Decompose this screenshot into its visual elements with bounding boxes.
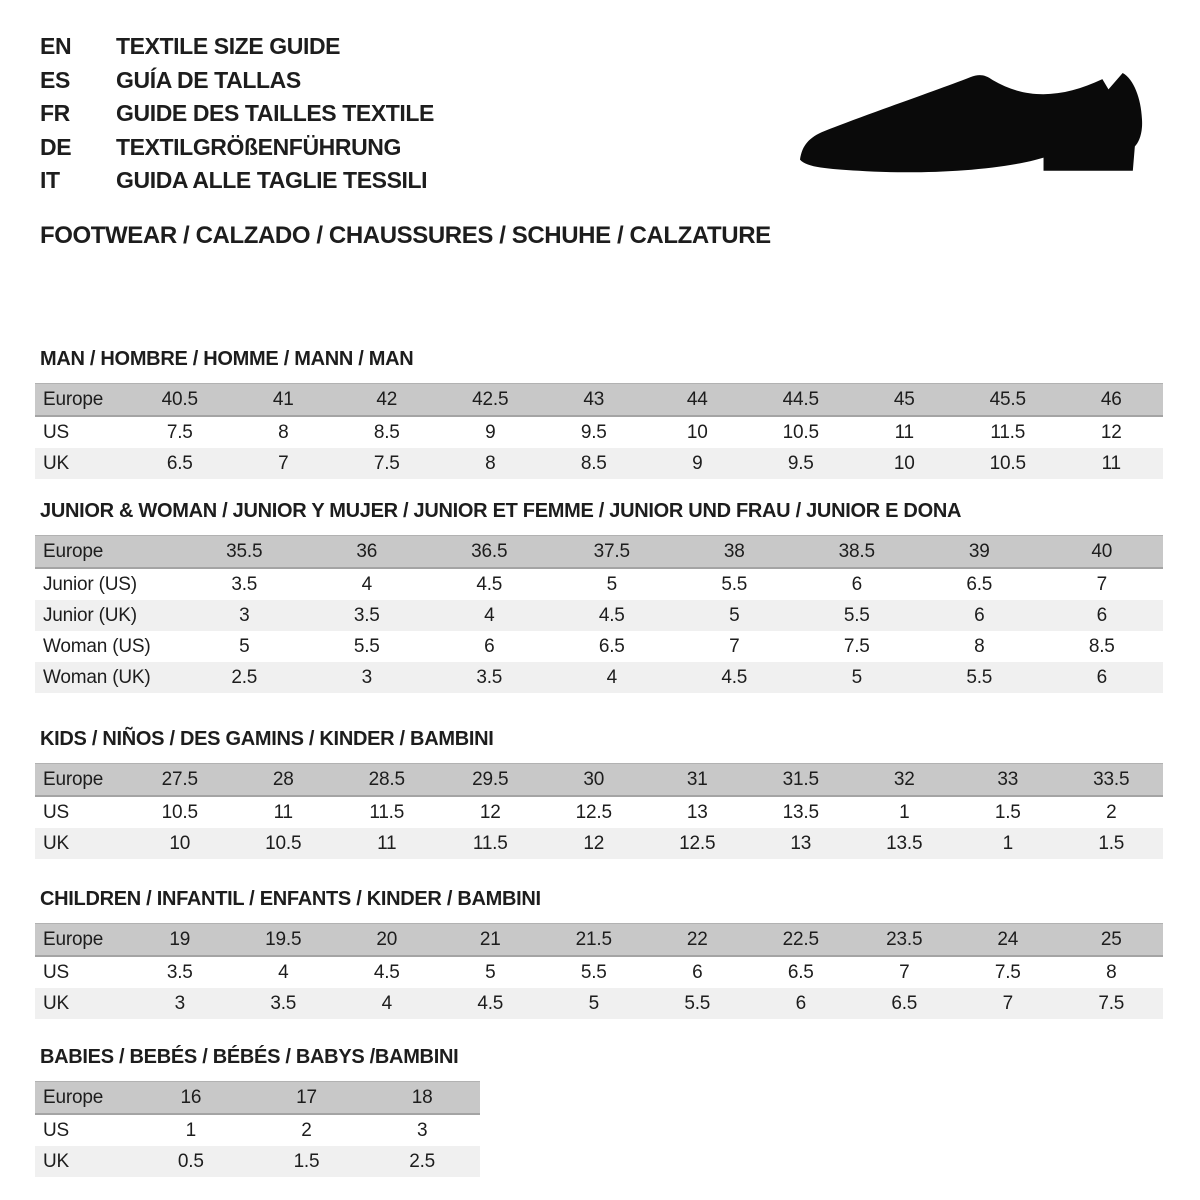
size-cell: 5 (542, 988, 646, 1019)
size-cell: 9.5 (542, 416, 646, 448)
size-cell: 5.5 (673, 568, 796, 600)
legend-row-de (40, 131, 434, 165)
row-label: US (35, 796, 128, 828)
size-cell: 23.5 (853, 924, 957, 957)
size-cell: 40 (1041, 536, 1164, 569)
size-cell: 2 (1060, 796, 1164, 828)
size-row-us (35, 796, 1163, 828)
size-cell: 11 (232, 796, 336, 828)
size-cell: 30 (542, 764, 646, 797)
size-cell: 12 (542, 828, 646, 859)
size-table-children (35, 923, 1163, 1019)
size-cell: 22.5 (749, 924, 853, 957)
size-cell: 10 (128, 828, 232, 859)
size-cell: 18 (364, 1082, 480, 1115)
size-cell: 42.5 (439, 384, 543, 417)
legend-row-fr (40, 97, 434, 131)
size-row-uk (35, 828, 1163, 859)
size-cell: 31.5 (749, 764, 853, 797)
size-row-us (35, 956, 1163, 988)
section-title-babies: BABIES / BEBÉS / BÉBÉS / BABYS /BAMBINI (40, 1046, 459, 1068)
lang-title: TEXTILGRÖßENFÜHRUNG (116, 133, 401, 160)
size-cell: 11 (335, 828, 439, 859)
size-cell: 46 (1060, 384, 1164, 417)
size-cell: 44 (646, 384, 750, 417)
size-cell: 6.5 (853, 988, 957, 1019)
size-row-us (35, 1114, 480, 1146)
size-cell: 5.5 (646, 988, 750, 1019)
lang-title: GUIDA ALLE TAGLIE TESSILI (116, 167, 428, 193)
size-cell: 8.5 (1041, 631, 1164, 662)
dress-shoe-icon (800, 70, 1145, 182)
lang-code: IT (40, 167, 60, 193)
size-cell: 6 (796, 568, 919, 600)
section-title-children: CHILDREN / INFANTIL / ENFANTS / KINDER / BAMBINI (40, 888, 541, 910)
lang-code: FR (40, 100, 70, 126)
size-cell: 3 (128, 988, 232, 1019)
row-label: US (35, 416, 128, 448)
size-cell: 22 (646, 924, 750, 957)
size-cell: 16 (133, 1082, 249, 1115)
row-label: Junior (UK) (35, 600, 183, 631)
row-label: Europe (35, 764, 128, 797)
size-cell: 4.5 (335, 956, 439, 988)
section-junior-woman (35, 500, 1163, 693)
size-cell: 7.5 (956, 956, 1060, 988)
size-cell: 28 (232, 764, 336, 797)
size-cell: 11.5 (956, 416, 1060, 448)
size-cell: 1.5 (956, 796, 1060, 828)
size-cell: 7.5 (796, 631, 919, 662)
size-cell: 6 (428, 631, 551, 662)
size-cell: 25 (1060, 924, 1164, 957)
size-cell: 9.5 (749, 448, 853, 479)
size-cell: 28.5 (335, 764, 439, 797)
size-cell: 6.5 (749, 956, 853, 988)
size-cell: 4 (335, 988, 439, 1019)
size-cell: 41 (232, 384, 336, 417)
lang-code: DE (40, 133, 72, 160)
lang-title: TEXTILE SIZE GUIDE (116, 33, 341, 59)
section-kids (35, 728, 1163, 859)
row-label: UK (35, 448, 128, 479)
row-label: Woman (US) (35, 631, 183, 662)
size-cell: 1.5 (249, 1146, 365, 1177)
row-label: Europe (35, 924, 128, 957)
size-cell: 4.5 (551, 600, 674, 631)
size-cell: 44.5 (749, 384, 853, 417)
size-cell: 6 (749, 988, 853, 1019)
size-cell: 45.5 (956, 384, 1060, 417)
category-heading: FOOTWEAR / CALZADO / CHAUSSURES / SCHUHE / CALZATURE (40, 222, 771, 249)
size-cell: 11.5 (439, 828, 543, 859)
size-row-europe (35, 384, 1163, 417)
row-label: US (35, 1114, 133, 1146)
size-cell: 3.5 (232, 988, 336, 1019)
size-cell: 5.5 (918, 662, 1041, 693)
size-cell: 21.5 (542, 924, 646, 957)
size-row-uk (35, 988, 1163, 1019)
size-cell: 13.5 (749, 796, 853, 828)
size-cell: 12 (439, 796, 543, 828)
size-row-europe (35, 764, 1163, 797)
size-row-europe (35, 1082, 480, 1115)
section-title-kids: KIDS / NIÑOS / DES GAMINS / KINDER / BAMBINI (40, 728, 494, 750)
size-cell: 7 (673, 631, 796, 662)
size-cell: 19.5 (232, 924, 336, 957)
size-cell: 10.5 (128, 796, 232, 828)
size-cell: 11 (1060, 448, 1164, 479)
size-cell: 5 (796, 662, 919, 693)
size-cell: 1 (133, 1114, 249, 1146)
size-cell: 29.5 (439, 764, 543, 797)
size-cell: 10.5 (232, 828, 336, 859)
size-cell: 8.5 (335, 416, 439, 448)
size-cell: 3.5 (306, 600, 429, 631)
lang-title: GUIDE DES TAILLES TEXTILE (116, 100, 434, 126)
section-title-man: MAN / HOMBRE / HOMME / MANN / MAN (40, 348, 414, 370)
size-cell: 2.5 (183, 662, 306, 693)
lang-title: GUÍA DE TALLAS (116, 66, 301, 93)
size-cell: 13.5 (853, 828, 957, 859)
row-label: Woman (UK) (35, 662, 183, 693)
size-cell: 8.5 (542, 448, 646, 479)
size-cell: 7 (853, 956, 957, 988)
size-cell: 6.5 (918, 568, 1041, 600)
size-cell: 6.5 (128, 448, 232, 479)
size-cell: 11.5 (335, 796, 439, 828)
row-label: UK (35, 1146, 133, 1177)
size-cell: 5 (551, 568, 674, 600)
size-cell: 7 (956, 988, 1060, 1019)
size-cell: 19 (128, 924, 232, 957)
size-cell: 13 (749, 828, 853, 859)
size-table-man (35, 383, 1163, 479)
size-cell: 7 (1041, 568, 1164, 600)
size-cell: 27.5 (128, 764, 232, 797)
size-cell: 45 (853, 384, 957, 417)
size-row-junior-us (35, 568, 1163, 600)
legend-row-es (40, 64, 434, 98)
section-babies (35, 1046, 480, 1177)
size-cell: 1.5 (1060, 828, 1164, 859)
size-cell: 36 (306, 536, 429, 569)
size-cell: 7.5 (1060, 988, 1164, 1019)
size-row-europe (35, 924, 1163, 957)
size-cell: 7.5 (335, 448, 439, 479)
size-cell: 3.5 (428, 662, 551, 693)
size-cell: 5 (439, 956, 543, 988)
size-row-junior-uk (35, 600, 1163, 631)
size-cell: 42 (335, 384, 439, 417)
size-cell: 6 (918, 600, 1041, 631)
size-cell: 21 (439, 924, 543, 957)
row-label: Europe (35, 384, 128, 417)
size-cell: 5.5 (542, 956, 646, 988)
size-cell: 12.5 (542, 796, 646, 828)
size-cell: 4 (306, 568, 429, 600)
size-cell: 5.5 (306, 631, 429, 662)
size-cell: 3.5 (183, 568, 306, 600)
size-cell: 2.5 (364, 1146, 480, 1177)
size-cell: 3 (364, 1114, 480, 1146)
row-label: US (35, 956, 128, 988)
size-cell: 8 (439, 448, 543, 479)
size-cell: 4.5 (428, 568, 551, 600)
size-cell: 20 (335, 924, 439, 957)
size-cell: 8 (1060, 956, 1164, 988)
size-cell: 0.5 (133, 1146, 249, 1177)
size-cell: 3.5 (128, 956, 232, 988)
size-cell: 6.5 (551, 631, 674, 662)
size-cell: 38.5 (796, 536, 919, 569)
size-row-woman-uk (35, 662, 1163, 693)
size-cell: 35.5 (183, 536, 306, 569)
size-cell: 39 (918, 536, 1041, 569)
size-row-uk (35, 1146, 480, 1177)
size-cell: 37.5 (551, 536, 674, 569)
row-label: Junior (US) (35, 568, 183, 600)
row-label: Europe (35, 536, 183, 569)
size-cell: 8 (918, 631, 1041, 662)
legend-row-en (40, 30, 434, 64)
size-cell: 9 (646, 448, 750, 479)
size-cell: 8 (232, 416, 336, 448)
size-cell: 13 (646, 796, 750, 828)
size-table-kids (35, 763, 1163, 859)
size-cell: 9 (439, 416, 543, 448)
size-cell: 11 (853, 416, 957, 448)
size-cell: 4 (551, 662, 674, 693)
size-cell: 6 (646, 956, 750, 988)
size-cell: 33.5 (1060, 764, 1164, 797)
size-cell: 6 (1041, 600, 1164, 631)
lang-code: ES (40, 66, 70, 93)
size-cell: 10.5 (956, 448, 1060, 479)
size-cell: 3 (306, 662, 429, 693)
size-cell: 3 (183, 600, 306, 631)
size-row-europe (35, 536, 1163, 569)
size-cell: 10 (853, 448, 957, 479)
size-cell: 6 (1041, 662, 1164, 693)
size-cell: 4 (232, 956, 336, 988)
row-label: UK (35, 988, 128, 1019)
size-cell: 12 (1060, 416, 1164, 448)
size-table-babies (35, 1081, 480, 1177)
size-cell: 7 (232, 448, 336, 479)
size-table-junior-woman (35, 535, 1163, 693)
section-title-junior-woman: JUNIOR & WOMAN / JUNIOR Y MUJER / JUNIOR ET FEMME / JUNIOR UND FRAU / JUNIOR E DONA (40, 500, 962, 522)
size-row-woman-us (35, 631, 1163, 662)
size-cell: 36.5 (428, 536, 551, 569)
size-cell: 5 (673, 600, 796, 631)
size-cell: 2 (249, 1114, 365, 1146)
size-cell: 5.5 (796, 600, 919, 631)
size-row-us (35, 416, 1163, 448)
size-cell: 31 (646, 764, 750, 797)
size-cell: 32 (853, 764, 957, 797)
language-legend (40, 30, 434, 198)
size-cell: 24 (956, 924, 1060, 957)
size-cell: 10 (646, 416, 750, 448)
size-row-uk (35, 448, 1163, 479)
size-cell: 38 (673, 536, 796, 569)
row-label: UK (35, 828, 128, 859)
size-cell: 1 (956, 828, 1060, 859)
section-man (35, 348, 1163, 479)
size-cell: 7.5 (128, 416, 232, 448)
size-cell: 12.5 (646, 828, 750, 859)
lang-code: EN (40, 33, 72, 59)
legend-row-it (40, 164, 434, 198)
size-cell: 4 (428, 600, 551, 631)
size-cell: 43 (542, 384, 646, 417)
size-cell: 40.5 (128, 384, 232, 417)
size-cell: 5 (183, 631, 306, 662)
size-cell: 33 (956, 764, 1060, 797)
size-cell: 17 (249, 1082, 365, 1115)
row-label: Europe (35, 1082, 133, 1115)
section-children (35, 888, 1163, 1019)
size-cell: 1 (853, 796, 957, 828)
size-cell: 10.5 (749, 416, 853, 448)
size-cell: 4.5 (439, 988, 543, 1019)
size-cell: 4.5 (673, 662, 796, 693)
